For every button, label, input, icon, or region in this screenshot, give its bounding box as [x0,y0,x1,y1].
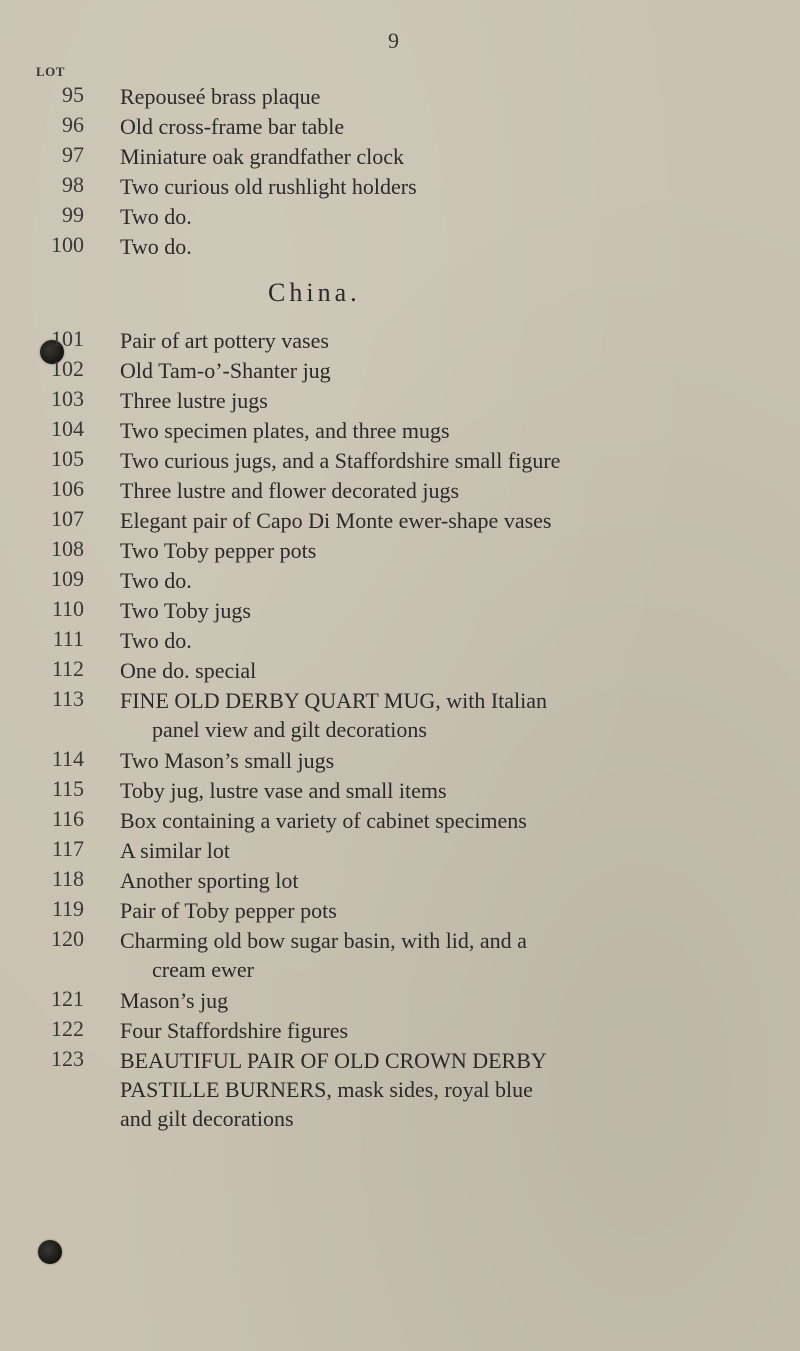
lot-number: 103 [51,386,84,411]
lot-number: 121 [51,986,84,1011]
lot-number: 108 [51,536,84,561]
lot-description [120,686,800,744]
page-number: 9 [388,28,399,53]
lot-number: 112 [51,656,84,681]
lot-description: Four Staffordshire figures [120,1018,349,1043]
lot-description: Box containing a variety of cabinet specimens [120,808,527,833]
lot-description-continuation: cream ewer [152,957,254,982]
lot-description: One do. special [120,658,257,683]
lot-description: Old Tam-o’-Shanter jug [120,358,331,383]
lot-number: 100 [51,232,84,257]
lot-description: Two Mason’s small jugs [120,748,335,773]
lot-description-line: FINE OLD DERBY QUART MUG, with Italian [120,688,548,713]
lot-description: Two do. [120,204,192,229]
lot-description [120,926,800,984]
lot-description: Two do. [120,568,192,593]
lot-number: 102 [51,356,84,381]
lot-number: 106 [51,476,84,501]
binding-hole [38,1240,62,1264]
lot-description-line: BEAUTIFUL PAIR OF OLD CROWN DERBY [120,1048,547,1073]
lot-description: Repouseé brass plaque [120,84,321,109]
lot-description: Three lustre jugs [120,388,268,413]
lot-number: 98 [62,172,84,197]
lot-description: Two do. [120,628,192,653]
lot-number: 110 [51,596,84,621]
lot-number: 107 [51,506,84,531]
lot-description: A similar lot [120,838,230,863]
lot-number: 96 [62,112,84,137]
lot-number: 120 [51,926,84,951]
lot-description: Two specimen plates, and three mugs [120,418,450,443]
lot-number: 95 [62,82,84,107]
lot-description: Two curious old rushlight holders [120,174,417,199]
lot-number: 117 [51,836,84,861]
lot-description: Old cross-frame bar table [120,114,345,139]
lot-number: 113 [51,686,84,711]
lot-description: Three lustre and flower decorated jugs [120,478,460,503]
lot-description: Mason’s jug [120,988,229,1013]
lot-number: 104 [51,416,84,441]
lot-description: Toby jug, lustre vase and small items [120,778,447,803]
lot-description: Two Toby jugs [120,598,251,623]
lot-number: 123 [51,1046,84,1071]
lot-description: Two Toby pepper pots [120,538,317,563]
lot-number: 105 [51,446,84,471]
lot-number: 122 [51,1016,84,1041]
lot-column-header: LOT [36,64,65,79]
lot-description-continuation: and gilt decorations [120,1106,294,1131]
lot-number: 101 [51,326,84,351]
lot-number: 97 [62,142,84,167]
section-heading: China. [268,278,361,307]
lot-description-continuation: panel view and gilt decorations [152,717,427,742]
lot-number: 109 [51,566,84,591]
lot-description: Elegant pair of Capo Di Monte ewer-shape vases [120,508,552,533]
lot-number: 115 [51,776,84,801]
lot-description: Pair of Toby pepper pots [120,898,337,923]
lot-description: Another sporting lot [120,868,299,893]
lot-number: 116 [51,806,84,831]
lot-number: 114 [51,746,84,771]
lot-number: 118 [51,866,84,891]
lot-description: Two do. [120,234,192,259]
lot-description [120,1046,800,1133]
lot-description-continuation: PASTILLE BURNERS, mask sides, royal blue [120,1077,533,1102]
lot-number: 119 [51,896,84,921]
lot-number: 111 [52,626,84,651]
lot-number: 99 [62,202,84,227]
lot-description: Two curious jugs, and a Staffordshire small figure [120,448,561,473]
lot-description: Miniature oak grandfather clock [120,144,405,169]
lot-description: Pair of art pottery vases [120,328,329,353]
lot-description-line: Charming old bow sugar basin, with lid, and a [120,928,527,953]
